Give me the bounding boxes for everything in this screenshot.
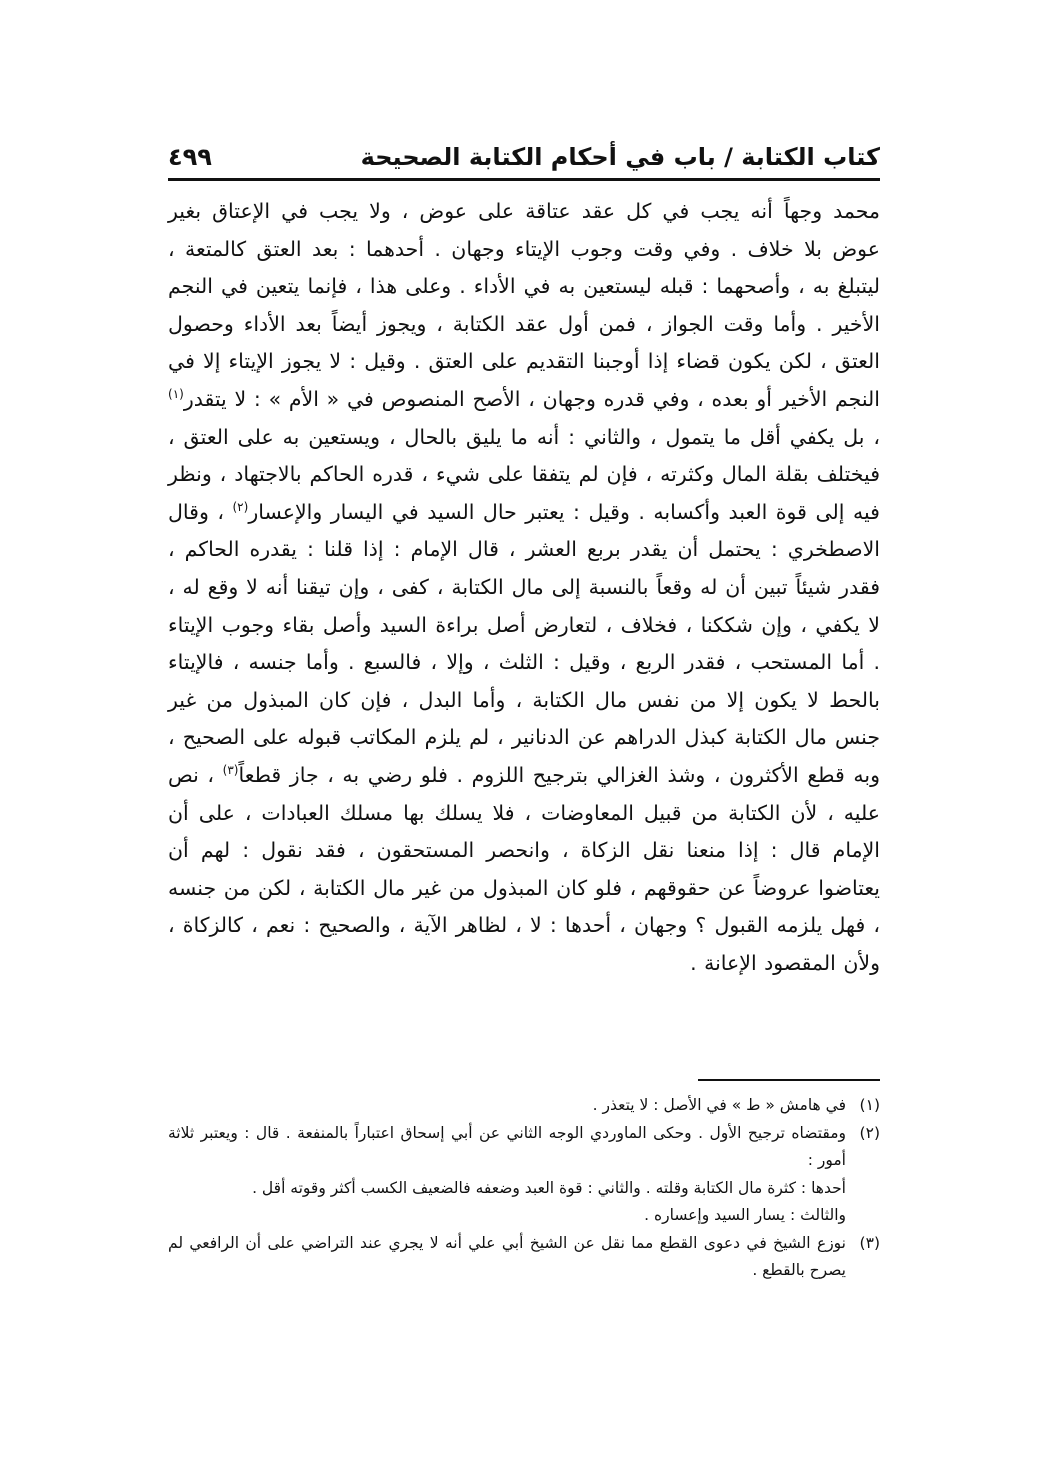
- footnote-text: [168, 1120, 846, 1230]
- text-segment: محمد وجهاً أنه يجب في كل عقد عتاقة على عوض ، ولا يجب في الإعتاق بغير عوض بلا خلاف . وفي وقت وجوب الإيتاء وجهان . أحدهما : بعد العتق كالمتعة ، ليتبلغ به ، وأصحهما : قبله ليستعين به في الأداء . وعلى هذا ، فإنما يتعين في النجم الأخير . وأما وقت الجواز ، فمن أول عقد الكتابة ، ويجوز أيضاً بعد الأداء وحصول العتق ، لكن يكون قضاء إذا أوجبنا التقديم على العتق . وقيل : لا يجوز الإيتاء إلا في النجم الأخير أو بعده ، وفي قدره وجهان ، الأصح المنصوص في « الأم » : لا يتقدر: [168, 199, 880, 411]
- footnote-2: [168, 1120, 880, 1230]
- text-segment: ، وقال الاصطخري : يحتمل أن يقدر بربع العشر ، قال الإمام : إذا قلنا : يقدره الحاكم ، فقدر شيئاً تبين أن له وقعاً بالنسبة إلى مال الكتابة ، كفى ، وإن تيقنا أنه لا وقع له ، لا يكفي ، وإن شككنا ، فخلاف ، لتعارض أصل براءة السيد وأصل بقاء وجوب الإيتاء . أما المستحب ، فقدر الربع ، وقيل : الثلث ، وإلا ، فالسبع . وأما جنسه ، فالإيتاء بالحط لا يكون إلا من نفس مال الكتابة ، وأما البدل ، فإن كان المبذول من غير جنس مال الكتابة كبذل الدراهم عن الدنانير ، لم يلزم المكاتب قبوله على الصحيح ، وبه قطع الأكثرون ، وشذ الغزالي بترجيح اللزوم . فلو رضي به ، جاز قطعاً: [168, 499, 880, 787]
- running-header: [168, 138, 880, 176]
- footnote-text: في هامش « ط » في الأصل : لا يتعذر .: [592, 1096, 846, 1114]
- footnote-ref-1[interactable]: (١): [168, 387, 184, 402]
- footnote-1: [168, 1092, 880, 1120]
- footnote-line: أحدها : كثرة مال الكتابة وقلته . والثاني : قوة العبد وضعفه فالضعيف الكسب أكثر وقوته أقل .: [252, 1178, 846, 1197]
- footnote-line: ومقتضاه ترجيح الأول . وحكى الماوردي الوجه الثاني عن أبي إسحاق اعتباراً بالمنفعة . قال : ويعتبر ثلاثة أمور :: [168, 1123, 846, 1169]
- footnote-ref-2[interactable]: (٢): [232, 499, 249, 514]
- main-text: [168, 193, 880, 982]
- running-title: كتاب الكتابة / باب في أحكام الكتابة الصحيحة: [360, 143, 880, 171]
- footnote-3: [168, 1230, 880, 1285]
- page-number: ٤٩٩: [168, 143, 212, 171]
- text-segment: ، نص عليه ، لأن الكتابة من قبيل المعاوضات ، فلا يسلك بها مسلك العبادات ، على أن الإمام قال : إذا منعنا نقل الزكاة ، وانحصر المستحقون ، فقد نقول : لهم أن يعتاضوا عروضاً عن حقوقهم ، فلو كان المبذول من غير مال الكتابة ، لكن من جنسه ، فهل يلزمه القبول ؟ وجهان ، أحدها : لا ، لظاهر الآية ، والصحيح : نعم ، كالزكاة ، ولأن المقصود الإعانة .: [168, 762, 880, 975]
- text-segment: ، بل يكفي أقل ما يتمول ، والثاني : أنه ما يليق بالحال ، ويستعين به على العتق ، فيختلف بقلة المال وكثرته ، فإن لم يتفقا على شيء ، قدره الحاكم بالاجتهاد ، ونظر فيه إلى قوة العبد وأكسابه . وقيل : يعتبر حال السيد في اليسار والإعسار: [168, 424, 880, 524]
- footnote-text: نوزع الشيخ في دعوى القطع مما نقل عن الشيخ أبي علي أنه لا يجري عند التراضي على أن الرافعي لم يصرح بالقطع .: [168, 1233, 846, 1279]
- footnote-number: (٢): [859, 1123, 880, 1142]
- header-rule: [168, 178, 880, 181]
- footnote-number: (٣): [859, 1233, 880, 1252]
- footnote-number: (١): [859, 1096, 880, 1114]
- footnotes: [168, 1092, 880, 1285]
- footnote-separator: [698, 1079, 880, 1081]
- footnote-ref-3[interactable]: (٣): [222, 763, 239, 778]
- footnote-line: والثالث : يسار السيد وإعساره .: [644, 1206, 846, 1224]
